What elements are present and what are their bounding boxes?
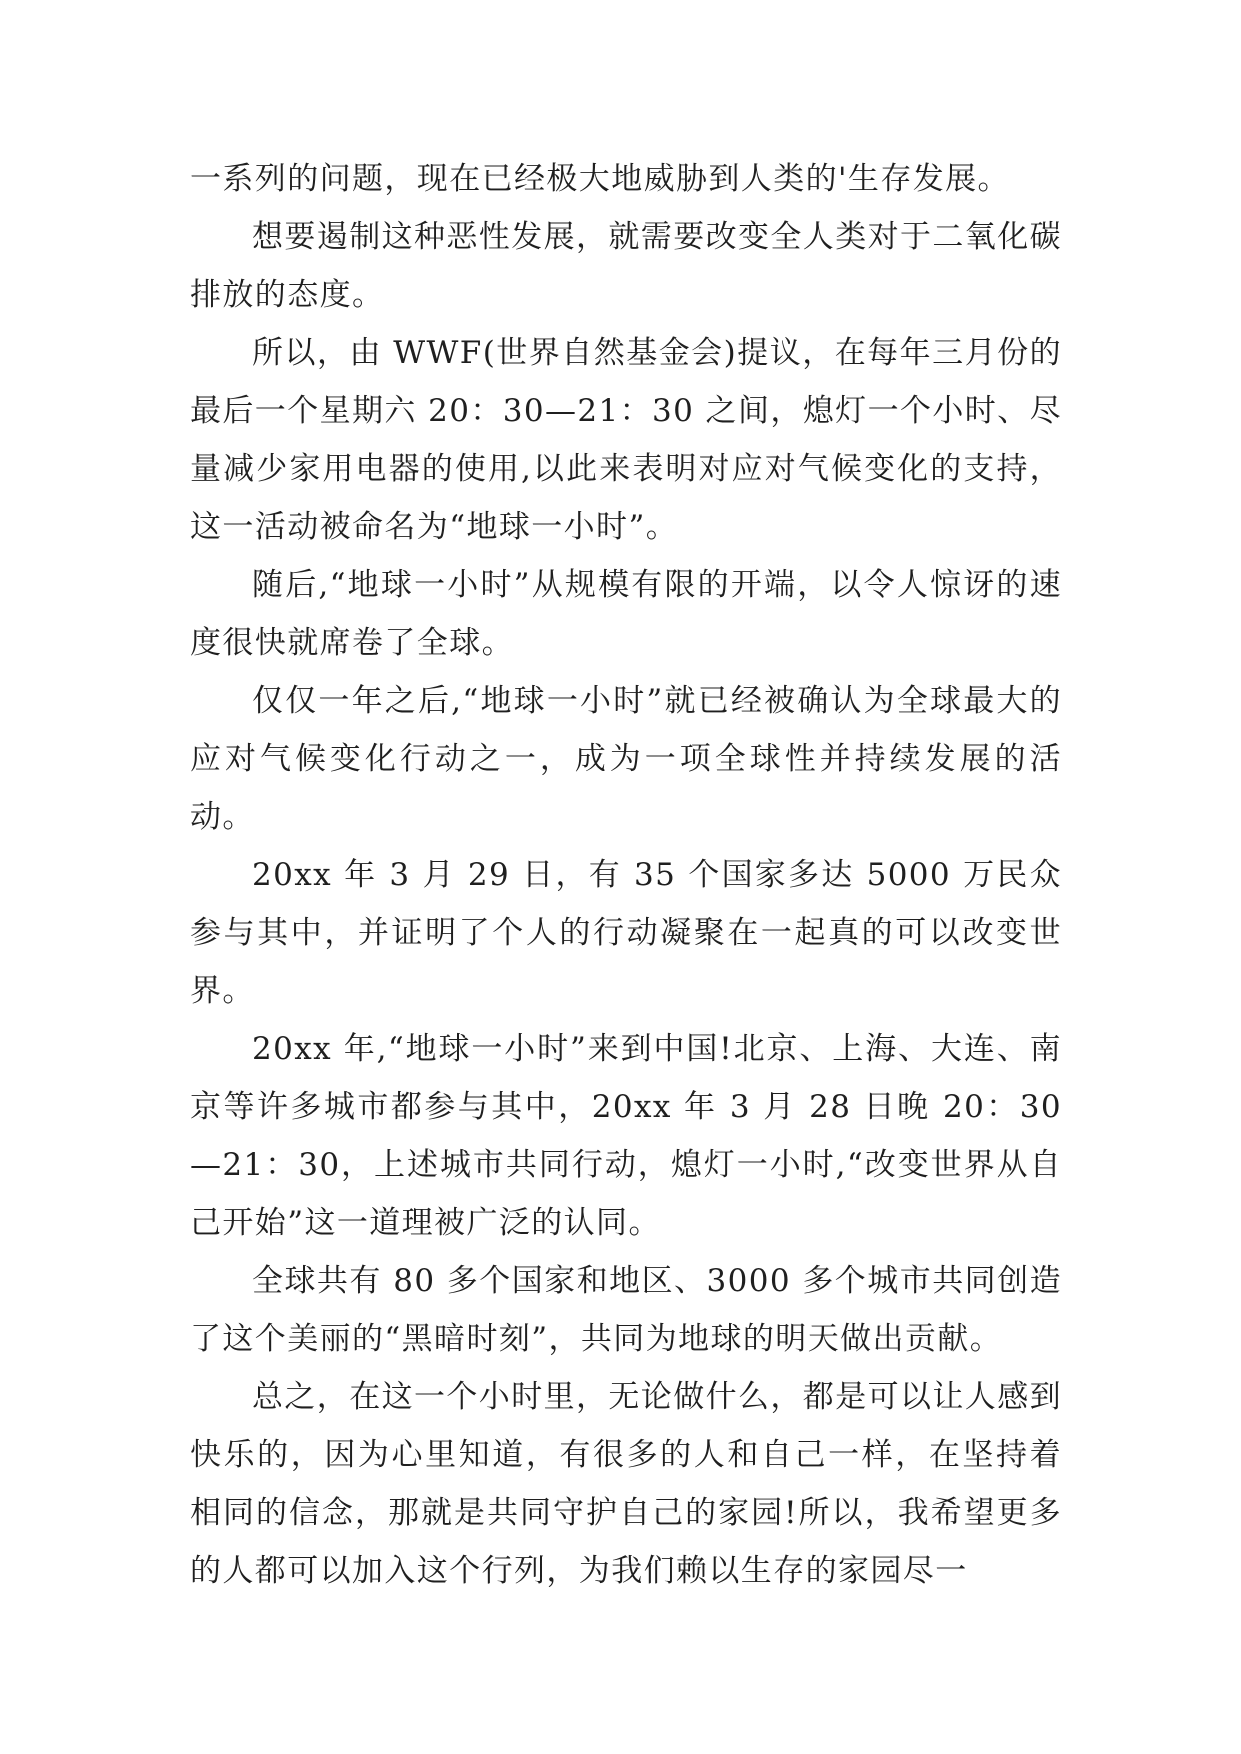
paragraph-7: 20xx 年,“地球一小时”来到中国!北京、上海、大连、南京等许多城市都参与其中，20xx 年 3 月 28 日晚 20：30—21：30，上述城市共同行动，熄灯一小时,“改变世界从自己开始”这一道理被广泛的认同。 <box>190 1031 1062 1241</box>
document-page <box>190 150 1062 1600</box>
paragraph-8: 全球共有 80 多个国家和地区、3000 多个城市共同创造了这个美丽的“黑暗时刻”，共同为地球的明天做出贡献。 <box>190 1263 1062 1357</box>
paragraph-6: 20xx 年 3 月 29 日，有 35 个国家多达 5000 万民众参与其中，并证明了个人的行动凝聚在一起真的可以改变世界。 <box>190 857 1062 1009</box>
paragraph-4: 随后,“地球一小时”从规模有限的开端，以令人惊讶的速度很快就席卷了全球。 <box>190 567 1062 661</box>
paragraph-2: 想要遏制这种恶性发展，就需要改变全人类对于二氧化碳排放的态度。 <box>190 219 1062 313</box>
paragraph-1: 一系列的问题，现在已经极大地威胁到人类的'生存发展。 <box>190 161 1010 197</box>
paragraph-5: 仅仅一年之后,“地球一小时”就已经被确认为全球最大的应对气候变化行动之一，成为一项全球性并持续发展的活动。 <box>190 683 1062 835</box>
paragraph-9: 总之，在这一个小时里，无论做什么，都是可以让人感到快乐的，因为心里知道，有很多的人和自己一样，在坚持着相同的信念，那就是共同守护自己的家园!所以，我希望更多的人都可以加入这个行列，为我们赖以生存的家园尽一 <box>190 1379 1062 1589</box>
paragraph-3: 所以，由 WWF(世界自然基金会)提议，在每年三月份的最后一个星期六 20：30—21：30 之间，熄灯一个小时、尽量减少家用电器的使用,以此来表明对应对气候变化的支持，这一活动被命名为“地球一小时”。 <box>190 335 1062 545</box>
